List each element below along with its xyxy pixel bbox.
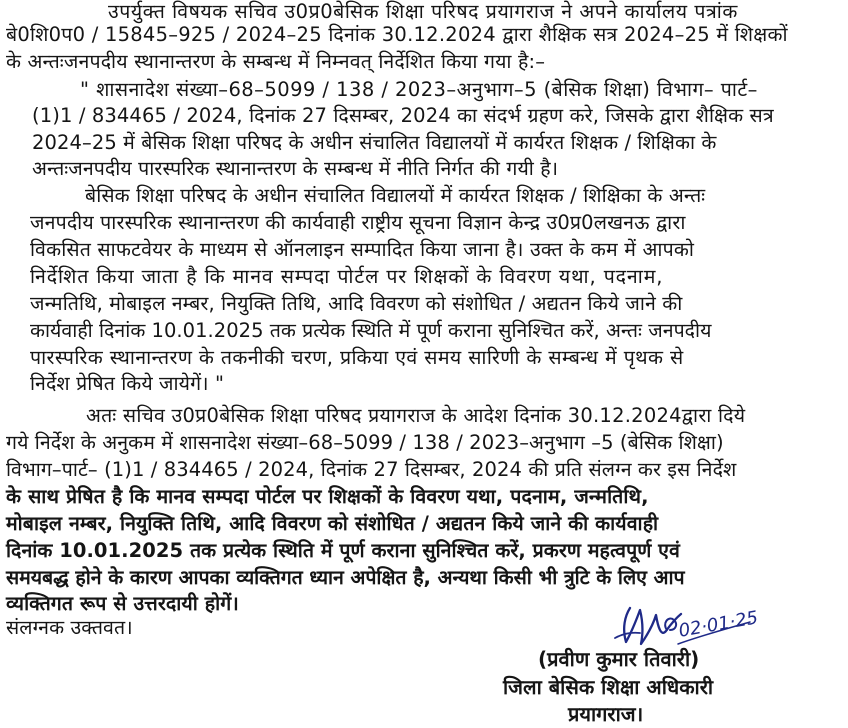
officer-place: प्रयागराज। — [568, 702, 644, 726]
attachment-note: संलग्नक उक्तवत। — [6, 616, 133, 639]
direction-line-8: व्यक्तिगत रूप से उत्तरदायी होगें। — [6, 592, 239, 615]
quoted-order-line-3: 2024–25 में बेसिक शिक्षा परिषद के अधीन संचालित विद्यालयों में कार्यरत शिक्षक / शिक्षिका के — [32, 131, 717, 154]
officer-name: (प्रवीण कुमार तिवारी) — [538, 647, 700, 671]
quoted-instruction-line-6: कार्यवाही दिनांक 10.01.2025 तक प्रत्येक स्थिति में पूर्ण कराना सुनिश्चित करें, अन्तः जनपदीय — [30, 319, 712, 342]
quoted-order-line-2: (1)1 / 834465 / 2024, दिनांक 27 दिसम्बर, 2024 का संदर्भ ग्रहण करे, जिसके द्वारा शैक्षिक सत्र — [32, 104, 774, 127]
quoted-instruction-line-3: विकसित साफटवेयर के माध्यम से ऑनलाइन सम्पादित किया जाना है। उक्त के कम में आपको — [30, 238, 695, 261]
quoted-instruction-line-2: जनपदीय पारस्परिक स्थानान्तरण की कार्यवाही राष्ट्रीय सूचना विज्ञान केन्द्र उ0प्र0लखनऊ द्वारा — [30, 211, 686, 234]
direction-line-7: समयबद्ध होने के कारण आपका व्यक्तिगत ध्यान अपेक्षित है, अन्यथा किसी भी त्रुटि के लिए आप — [6, 566, 685, 589]
quoted-instruction-line-8: निर्देश प्रेषित किये जायेगें। " — [30, 372, 225, 395]
direction-line-1: अतः सचिव उ0प्र0बेसिक शिक्षा परिषद प्रयागराज के आदेश दिनांक 30.12.2024द्वारा दिये — [86, 404, 746, 427]
quoted-instruction-line-4: निर्देशित किया जाता है कि मानव सम्पदा पोर्टल पर शिक्षकों के विवरण यथा, पदनाम, — [30, 265, 664, 288]
intro-line-3: के अन्तःजनपदीय स्थानान्तरण के सम्बन्ध में निम्नवत् निर्देशित किया गया है:– — [6, 50, 546, 73]
intro-line-2: बे0शि0प0 / 15845–925 / 2024–25 दिनांक 30.12.2024 द्वारा शैक्षिक सत्र 2024–25 में शिक्षकों — [6, 23, 788, 46]
direction-line-3: विभाग–पार्ट– (1)1 / 834465 / 2024, दिनांक 27 दिसम्बर, 2024 की प्रति संलग्न कर इस निर्देश — [6, 458, 737, 481]
direction-line-5: मोबाइल नम्बर, नियुक्ति तिथि, आदि विवरण को संशोधित / अद्यतन किये जाने की कार्यवाही — [6, 512, 659, 535]
officer-designation: जिला बेसिक शिक्षा अधिकारी — [503, 675, 714, 699]
quoted-instruction-line-1: बेसिक शिक्षा परिषद के अधीन संचालित विद्यालयों में कार्यरत शिक्षक / शिक्षिका के अन्तः — [85, 184, 706, 207]
direction-line-2: गये निर्देश के अनुकम में शासनादेश संख्या–68–5099 / 138 / 2023–अनुभाग –5 (बेसिक शिक्षा) — [6, 431, 724, 454]
quoted-instruction-line-7: पारस्परिक स्थानान्तरण के तकनीकी चरण, प्रकिया एवं समय सारिणी के सम्बन्ध में पृथक से — [30, 346, 684, 369]
intro-line-1: उपर्युक्त विषयक सचिव उ0प्र0बेसिक शिक्षा परिषद प्रयागराज ने अपने कार्यालय पत्रांक — [108, 0, 738, 23]
quoted-order-line-4: अन्तःजनपदीय पारस्परिक स्थानान्तरण के सम्बन्ध में नीति निर्गत की गयी है। — [32, 157, 559, 180]
quoted-order-line-1: " शासनादेश संख्या–68–5099 / 138 / 2023–अनुभाग–5 (बेसिक शिक्षा) विभाग– पार्ट– — [80, 78, 758, 101]
quoted-instruction-line-5: जन्मतिथि, मोबाइल नम्बर, नियुक्ति तिथि, आदि विवरण को संशोधित / अद्यतन किये जाने की — [30, 292, 683, 315]
direction-line-6: दिनांक 10.01.2025 तक प्रत्येक स्थिति में पूर्ण कराना सुनिश्चित करें, प्रकरण महत्वपूर्ण एवं — [6, 539, 680, 562]
signature-date: 02·01·25 — [677, 607, 760, 642]
direction-line-4: के साथ प्रेषित है कि मानव सम्पदा पोर्टल पर शिक्षकों के विवरण यथा, पदनाम, जन्मतिथि, — [6, 485, 649, 508]
